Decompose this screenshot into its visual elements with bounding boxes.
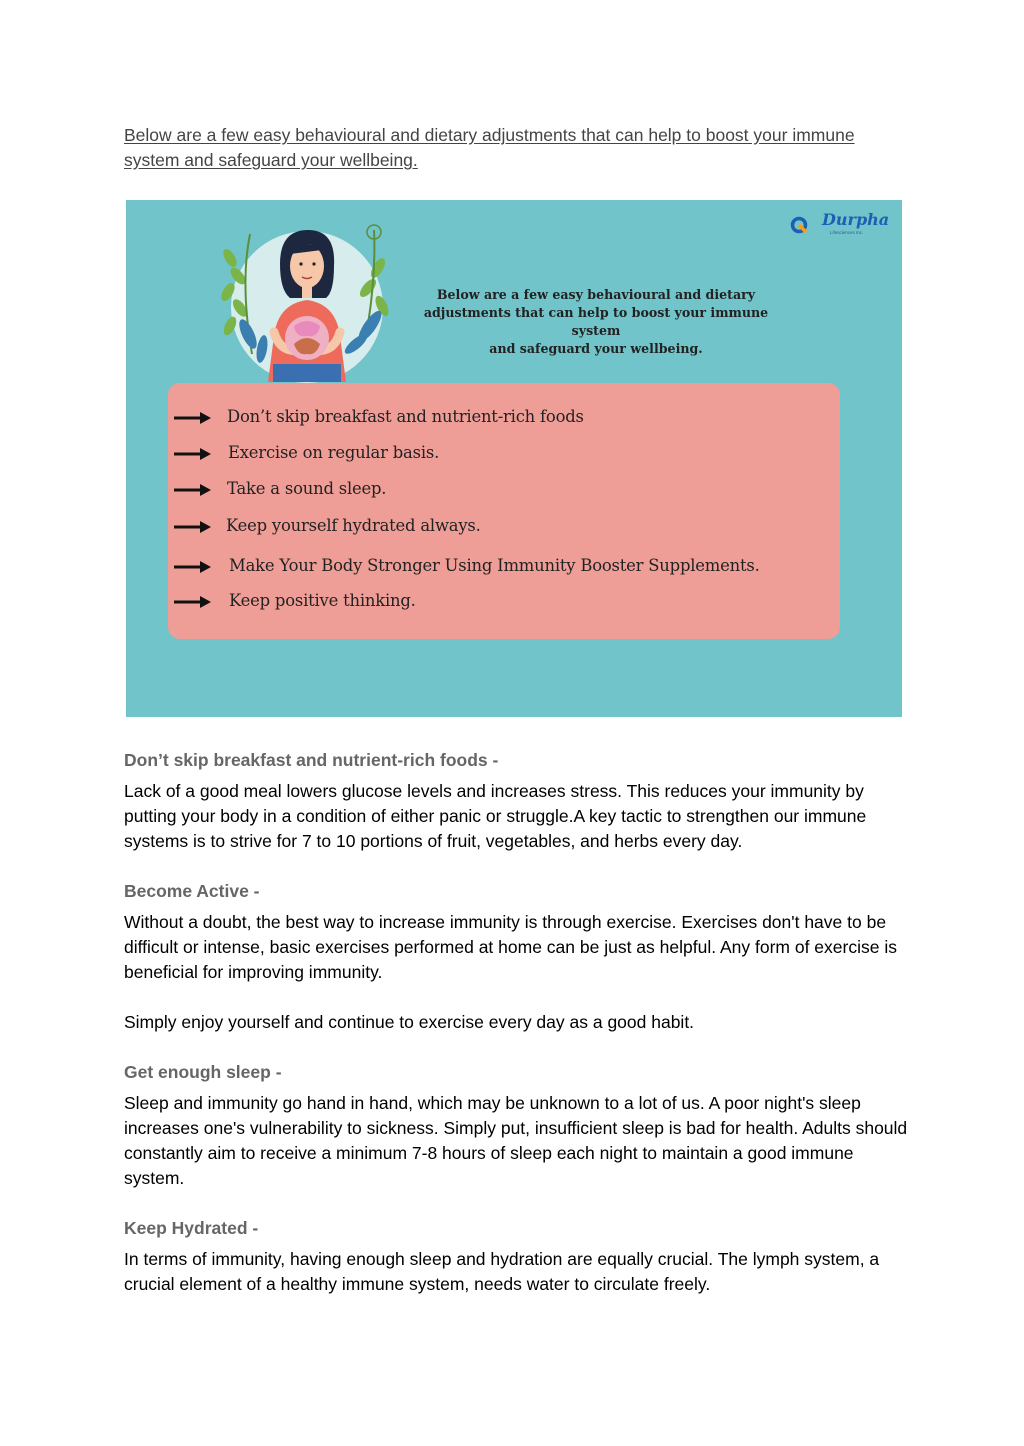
banner-heading-line: and safeguard your wellbeing.: [489, 341, 703, 356]
section-paragraph: Sleep and immunity go hand in hand, which may be unknown to a lot of us. A poor night's sleep increases one's vulnerability to sickness. Simply put, insufficient sleep is bad for health. Adults should constantly aim to receive a minimum 7-8 hours of sleep each night to maintain a good immune system.: [124, 1093, 908, 1188]
tip-item: [174, 555, 834, 579]
brand-name: Durpha: [822, 210, 890, 229]
section-heading-breakfast: Don’t skip breakfast and nutrient-rich foods -: [124, 750, 499, 770]
arrow-right-icon: [174, 520, 212, 534]
tip-text: Keep positive thinking.: [229, 591, 416, 610]
q-logo-icon: [790, 216, 808, 234]
arrow-right-icon: [174, 560, 212, 574]
tip-text: Take a sound sleep.: [227, 479, 387, 498]
arrow-right-icon: [174, 411, 212, 425]
brand-tagline: Lifesciences Inc.: [830, 230, 864, 235]
section-paragraph: In terms of immunity, having enough sleep and hydration are equally crucial. The lymph system, a crucial element of a healthy immune system, needs water to circulate freely.: [124, 1249, 880, 1294]
tip-item: [174, 590, 834, 614]
tip-text: Keep yourself hydrated always.: [226, 516, 481, 535]
tip-item: [174, 406, 834, 430]
tip-text: Exercise on regular basis.: [228, 443, 440, 462]
tip-item: [174, 442, 834, 466]
tip-item: [174, 515, 834, 539]
section-heading-hydrated: Keep Hydrated -: [124, 1218, 259, 1238]
tips-panel: [168, 383, 840, 639]
section-heading-sleep: Get enough sleep -: [124, 1062, 282, 1082]
banner-heading: [404, 286, 788, 358]
arrow-right-icon: [174, 483, 212, 497]
arrow-right-icon: [174, 447, 212, 461]
section-paragraph: Lack of a good meal lowers glucose levels and increases stress. This reduces your immunity by putting your body in a condition of either panic or struggle.A key tactic to strengthen our immune systems is to strive for 7 to 10 portions of fruit, vegetables, and herbs every day.: [124, 781, 867, 851]
banner-heading-line: adjustments that can help to boost your immune system: [423, 305, 769, 338]
tip-text: Don’t skip breakfast and nutrient-rich foods: [227, 407, 584, 426]
intro-link[interactable]: Below are a few easy behavioural and dietary adjustments that can help to boost your immune system and safeguard your wellbeing.: [124, 125, 855, 170]
arrow-right-icon: [174, 595, 212, 609]
tip-text: Make Your Body Stronger Using Immunity Booster Supplements.: [229, 556, 760, 575]
woman-holding-stomach-illustration: [218, 214, 396, 384]
section-heading-active: Become Active -: [124, 881, 260, 901]
infographic-banner: [126, 200, 902, 717]
tip-item: [174, 478, 834, 502]
banner-heading-line: Below are a few easy behavioural and dietary: [436, 287, 756, 302]
section-paragraph: Simply enjoy yourself and continue to exercise every day as a good habit.: [124, 1012, 695, 1032]
section-paragraph: Without a doubt, the best way to increase immunity is through exercise. Exercises don't have to be difficult or intense, basic exercises performed at home can be just as helpful. Any form of exercise is beneficial for improving immunity.: [124, 912, 897, 982]
